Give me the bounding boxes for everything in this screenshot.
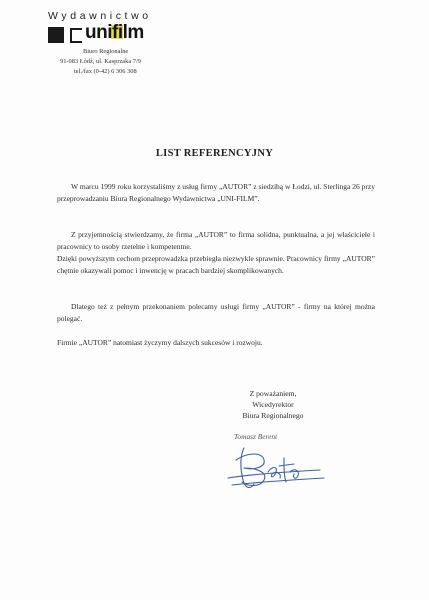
letter-paragraph: W marcu 1999 roku korzystaliśmy z usług firmy „AUTOR” z siedzibą w Łodzi, ul. Sterlinga 26 przy przeprowadzaniu Biura Regionalnego Wydawnictwa „UNI-FILM”. [57, 182, 375, 203]
closing-line: Z poważaniem, [249, 389, 297, 398]
handwritten-signature [224, 438, 334, 496]
letter-title: LIST REFERENCYJNY [155, 148, 274, 159]
logo-black-square [48, 27, 64, 43]
brand-top-text: Wydawnictwo [48, 10, 152, 22]
closing-block [228, 388, 318, 422]
closing-line: Biura Regionalnego [242, 411, 304, 421]
closing-line: Wicedyrektor [252, 400, 294, 410]
letter-paragraph: Dzięki powyższym cechom przeprowadzka przebiegła niezwykle sprawnie. Pracownicy firmy „AUTOR” chętnie okazywali pomoc i inwencję w pracach bardziej skomplikowanych. [57, 254, 375, 275]
letter-paragraph: Dlatego też z pełnym przekonaniem polecamy usługi firmy „AUTOR” - firmy na której można polegać. [57, 302, 375, 323]
logo-bracket-mark [70, 28, 82, 43]
address-line: Biuro Regionalne [83, 48, 129, 55]
signer-name-stamp: Tomasz Berent [234, 432, 278, 441]
unifilm-logo [48, 22, 188, 47]
logo-wordmark: unifilm [85, 22, 144, 43]
letterhead-address [60, 47, 200, 77]
letter-paragraph: Firmie „AUTOR” natomiast życzymy dalszych sukcesów i rozwoju. [57, 338, 263, 347]
address-line: tel./fax (0-42) 6 306 308 [74, 68, 137, 75]
address-line: 91-083 Łódź, ul. Kasprzaka 7/9 [60, 58, 141, 65]
letter-paragraph: Z przyjemnością stwierdzamy, że firma „AUTOR” to firma solidna, punktualna, a jej właściciele i pracownicy to osoby rzetelne i kompetentne. [57, 230, 375, 251]
